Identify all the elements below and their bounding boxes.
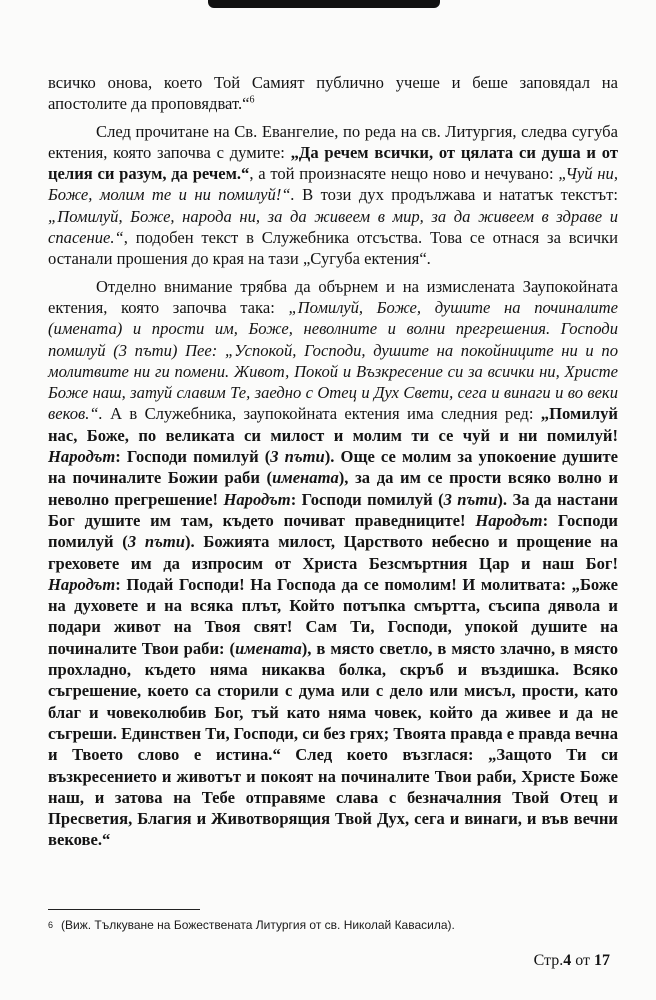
- text-run: ). За да настани Бог душите им там, където почиват праведниците!: [48, 489, 618, 530]
- text-run: А в Служебника, заупокойната ектения има следния ред:: [102, 404, 541, 424]
- footnote: [48, 918, 618, 933]
- text-run: „Помилуй нас, Боже, по великата си милост и молим ти се чуй и ни помилуй!: [48, 404, 618, 445]
- text-run: 3 пъти: [443, 489, 498, 509]
- text-run: : Господи помилуй (: [115, 447, 271, 467]
- text-run: „Помилуй, Боже, душите на починалите (имената) и прости им, Боже, неволните и волни прегрешения. Господи помилуй (3 пъти) Пее: „Успокой, Господи, душите на покойниците ни и по молитвите ни ги помени. Живот, Покой и Възкресение си за всички ни, Христе Боже наш, затуй славим Те, заедно с Отец и Дух Свети, сега и винаги и во веки веков.“.: [48, 297, 618, 424]
- text-run: Отделно внимание трябва да обърнем и на измислената Заупокойната ектения, която започва така:: [48, 276, 618, 317]
- footnote-number: 6: [48, 920, 54, 930]
- text-run: : Господи помилуй (: [290, 489, 444, 509]
- text-run: 3 пъти: [270, 447, 325, 467]
- text-run: Народът: [48, 574, 116, 594]
- text-run: ). Още се молим за упокоение душите на починалите Божии раби (: [48, 447, 618, 488]
- text-run: Народът: [475, 510, 543, 530]
- text-run: ), за да им се прости всяко волно и неволно прегрешение!: [48, 468, 619, 509]
- paragraph-2: [48, 121, 618, 270]
- text-run: , а той произнасяте нещо ново и нечувано:: [249, 164, 559, 184]
- text-run: , подобен текст в Служебника отсъства. Това се отнася за всички останали прошения до края на тази „Сугуба ектения“.: [48, 228, 618, 269]
- footnote-separator: [48, 909, 200, 910]
- text-run: ). Божията милост, Царството небесно и прощение на греховете им да изпросим от Христа Безсмъртния Цар и наш Бог!: [48, 532, 618, 573]
- text-run: „Да речем всички, от цялата си душа и от целия си разум, да речем.“: [48, 142, 618, 184]
- page-number-prefix: Стр.: [533, 952, 564, 969]
- text-run: Народът: [48, 447, 116, 467]
- page-number-current: 4: [563, 952, 572, 969]
- text-run: След прочитане на Св. Евангелие, по реда на св. Литургия, следва сугуба ектения, която започва с думите:: [48, 121, 618, 162]
- text-run: имената: [235, 638, 302, 658]
- text-run: всичко онова, което Той Самият публично учеше и беше заповядал на апостолите да проповядват.“: [48, 73, 618, 114]
- page-number-total: 17: [594, 952, 610, 969]
- footnote-text: (Виж. Тълкуване на Божествената Литургия от св. Николай Кавасила).: [61, 918, 455, 932]
- text-run: ), в място светло, в място злачно, в място прохладно, където няма никаква болка, скръб и въздишка. Всяко съгрешение, което са сторили с дума или с дело или мисъл, прости, като благ и човеколюбив Бог, тъй като няма човек, който да живее и да не съгреши. Единствен Ти, Господи, си без грях; Твоята правда е правда вечна и Твоето слово е истина.“ След което възглася: „Защото Ти си възкресението и животът и покоят на починалите Твои раби, Христе Боже наш, и затова на Тебе отправяме слава с безначалния Твой Отец и Пресветия, Благия и Животворящия Твой Дух, сега и винаги, и във вечни векове.“: [48, 638, 618, 850]
- page-number-separator: от: [571, 952, 594, 969]
- text-run: В този дух продължава и нататък текстът:: [294, 185, 618, 205]
- text-run: 3 пъти: [127, 532, 185, 552]
- text-run: Народът: [223, 489, 291, 509]
- text-run: имената: [272, 468, 339, 488]
- paragraph-1: [48, 72, 618, 115]
- page-number: [534, 952, 610, 970]
- text-run: „Чуй ни, Боже, молим те и ни помилуй!“.: [48, 164, 618, 205]
- footnote-reference: 6: [249, 94, 255, 106]
- paragraph-3: [48, 276, 618, 851]
- scan-top-edge: [208, 0, 440, 8]
- text-run: „Помилуй, Боже, народа ни, за да живеем в мир, за да живеем в здраве и спасение.“: [48, 206, 618, 248]
- body-text: [48, 72, 618, 857]
- text-run: : Подай Господи! На Господа да се помолим! И молитвата: „Боже на духовете и на всяка плът, Който потъпка смъртта, съсипа дявола и подари живот на Твоя свят! Сам Ти, Господи, упокой душите на починалите Твои раби: (: [48, 574, 618, 658]
- text-run: : Господи помилуй (: [48, 510, 618, 552]
